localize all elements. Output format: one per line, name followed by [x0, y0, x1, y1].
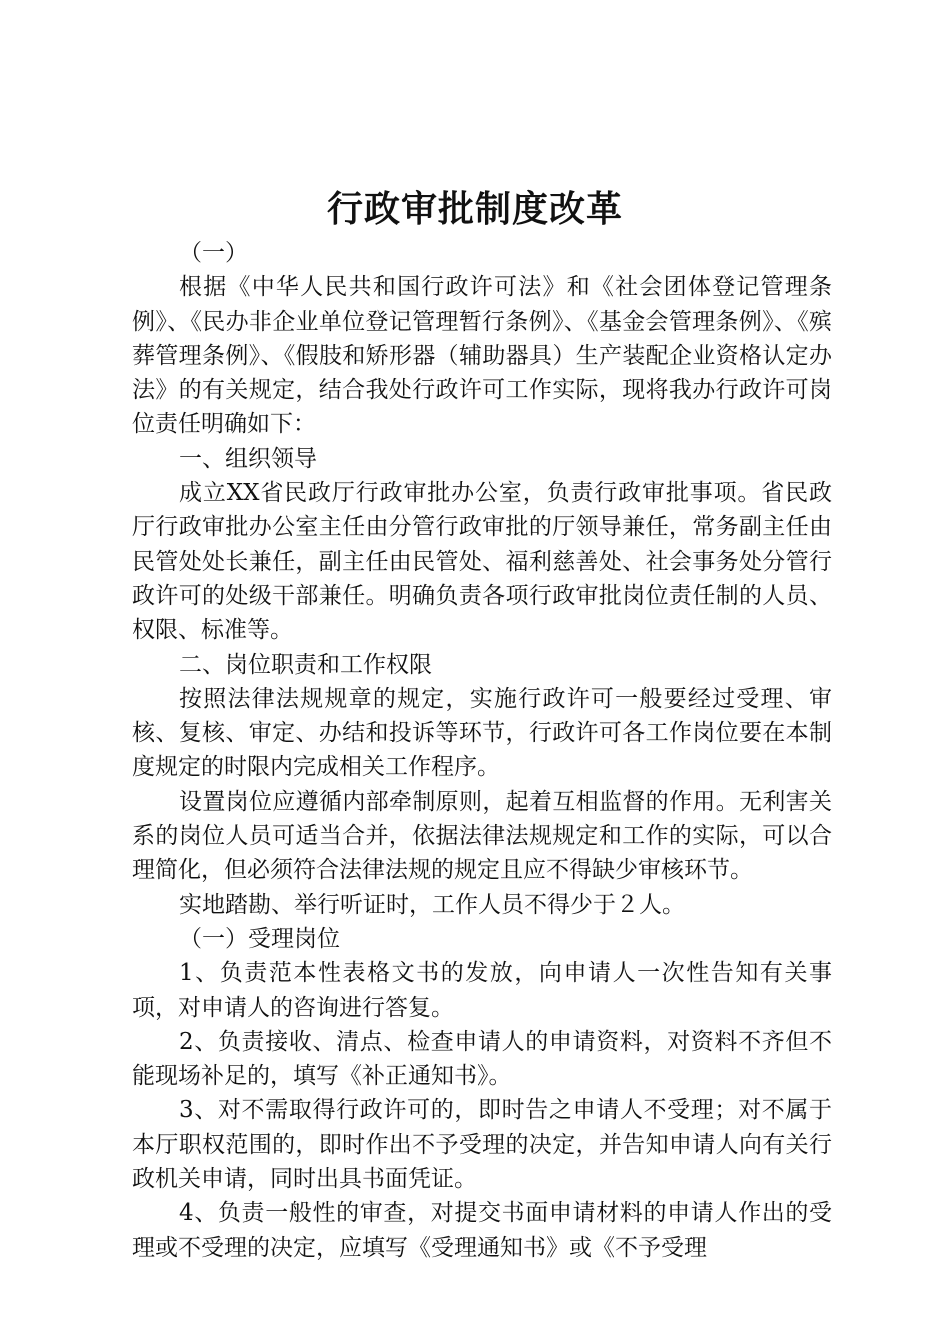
heading-organization-leadership: 一、组织领导: [179, 445, 317, 472]
paragraph-legal-basis: 根据《中华人民共和国行政许可法》和《社会团体登记管理条例》、《民办非企业单位登记管理暂行条例》、《基金会管理条例》、《殡葬管理条例》、《假肢和矫形器（辅助器具）生产装配企业资格认定办法》的有关规定，结合我处行政许可工作实际，现将我办行政许可岗位责任明确如下：: [132, 274, 832, 438]
heading-duties-and-authority: 二、岗位职责和工作权限: [179, 651, 432, 678]
list-item-1: 1、负责范本性表格文书的发放，向申请人一次性告知有关事项，对申请人的咨询进行答复。: [132, 960, 832, 1021]
paragraph-approval-stages: 按照法律法规规章的规定，实施行政许可一般要经过受理、审核、复核、审定、办结和投诉等环节，行政许可各工作岗位要在本制度规定的时限内完成相关工作程序。: [132, 685, 832, 781]
paragraph-internal-control: 设置岗位应遵循内部牵制原则，起着互相监督的作用。无利害关系的岗位人员可适当合并，依据法律法规规定和工作的实际，可以合理简化，但必须符合法律法规的规定且应不得缺少审核环节。: [132, 788, 832, 884]
paragraph-approval-office: 成立XX省民政厅行政审批办公室，负责行政审批事项。省民政厅行政审批办公室主任由分管行政审批的厅领导兼任，常务副主任由民管处处长兼任，副主任由民管处、福利慈善处、社会事务处分管行政许可的处级干部兼任。明确负责各项行政审批岗位责任制的人员、权限、标准等。: [132, 480, 832, 644]
list-item-3: 3、对不需取得行政许可的，即时告之申请人不受理；对不属于本厅职权范围的，即时作出不予受理的决定，并告知申请人向有关行政机关申请，同时出具书面凭证。: [132, 1097, 832, 1193]
paragraph-section-marker: （一）: [179, 240, 248, 266]
list-item-2: 2、负责接收、清点、检查申请人的申请资料，对资料不齐但不能现场补足的，填写《补正通知书》。: [132, 1028, 832, 1090]
document-body: [132, 236, 832, 1265]
paragraph-staff-minimum: 实地踏勘、举行听证时，工作人员不得少于２人。: [179, 891, 685, 918]
list-item-4: 4、负责一般性的审查，对提交书面申请材料的申请人作出的受理或不受理的决定，应填写《受理通知书》或《不予受理: [132, 1200, 832, 1261]
document-title: 行政审批制度改革: [326, 188, 623, 230]
heading-acceptance-post: （一）受理岗位: [179, 925, 340, 952]
